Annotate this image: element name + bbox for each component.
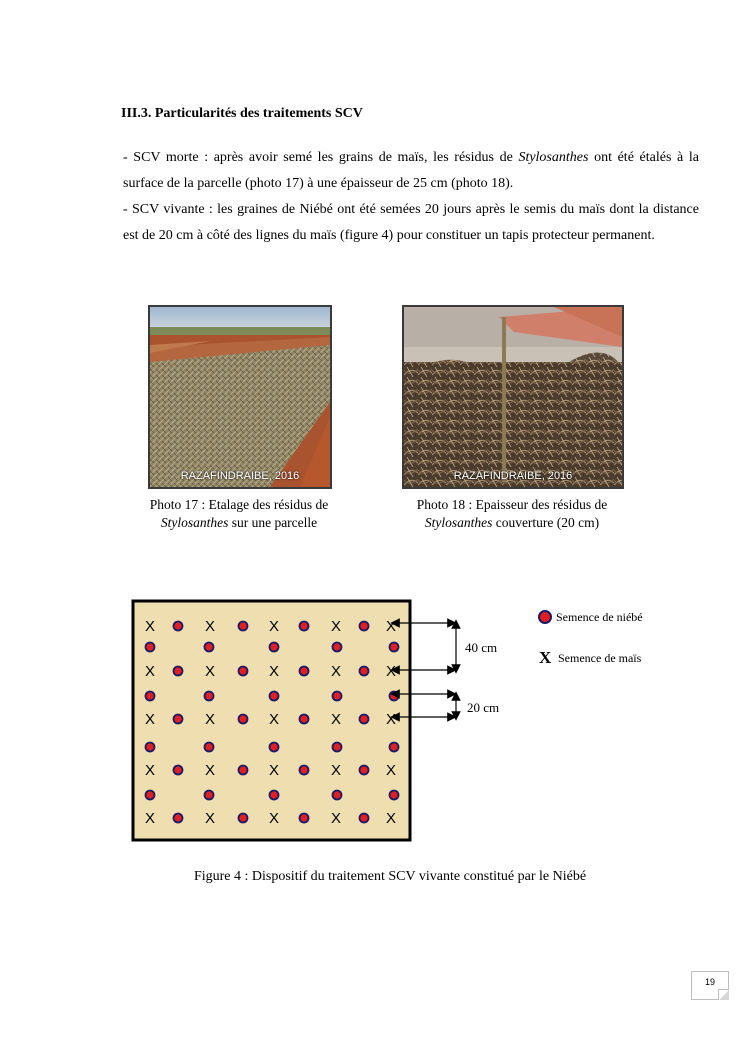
paragraph-scv-morte-text-b: ont été étalés à la surface de la parcelle (photo 17) à une épaisseur de 25 cm (photo 18). bbox=[123, 150, 699, 191]
cowpea-seed bbox=[146, 743, 155, 752]
cowpea-seed bbox=[333, 791, 342, 800]
photo-17-credit: RAZAFINDRAIBE, 2016 bbox=[180, 470, 300, 482]
maize-seed: X bbox=[330, 663, 342, 680]
page-number bbox=[691, 971, 729, 1000]
maize-seed: X bbox=[330, 810, 342, 827]
legend-maize-icon: X bbox=[539, 648, 552, 667]
photo-17-caption-italic: Stylosanthes bbox=[160, 515, 229, 530]
maize-seed: X bbox=[144, 762, 156, 779]
maize-seed: X bbox=[204, 711, 216, 728]
paragraph-scv-morte-italic: Stylosanthes bbox=[518, 150, 589, 165]
maize-seed: X bbox=[330, 618, 342, 635]
photo-17-caption-rest: sur une parcelle bbox=[228, 515, 318, 530]
legend-cowpea-label: Semence de niébé bbox=[556, 610, 643, 624]
photo-17-caption-line1: Photo 17 : Etalage des résidus de bbox=[149, 497, 329, 512]
cowpea-seed bbox=[360, 622, 369, 631]
cowpea-seed bbox=[333, 643, 342, 652]
maize-seed: X bbox=[385, 618, 397, 635]
maize-seed: X bbox=[144, 711, 156, 728]
maize-seed: X bbox=[144, 663, 156, 680]
cowpea-seed bbox=[333, 743, 342, 752]
legend bbox=[539, 610, 643, 667]
cowpea-seed bbox=[239, 766, 248, 775]
cowpea-seed bbox=[174, 715, 183, 724]
cowpea-seed bbox=[270, 791, 279, 800]
page-fold-icon bbox=[718, 989, 729, 1000]
maize-seed: X bbox=[144, 810, 156, 827]
maize-seed: X bbox=[204, 618, 216, 635]
cowpea-seed bbox=[300, 766, 309, 775]
maize-seed: X bbox=[268, 810, 280, 827]
maize-seed: X bbox=[385, 810, 397, 827]
cowpea-seed bbox=[333, 692, 342, 701]
cowpea-seed bbox=[239, 667, 248, 676]
cowpea-seed bbox=[146, 692, 155, 701]
dimension-label-40cm: 40 cm bbox=[465, 640, 498, 655]
cowpea-seed bbox=[270, 743, 279, 752]
maize-seed: X bbox=[268, 711, 280, 728]
cowpea-seed bbox=[390, 791, 399, 800]
cowpea-seed bbox=[239, 814, 248, 823]
cowpea-seed bbox=[174, 622, 183, 631]
cowpea-seed bbox=[146, 643, 155, 652]
maize-seed: X bbox=[204, 663, 216, 680]
cowpea-seed bbox=[300, 622, 309, 631]
photo-18-caption-rest: couverture (20 cm) bbox=[492, 515, 600, 530]
cowpea-seed bbox=[300, 667, 309, 676]
cowpea-seed bbox=[239, 715, 248, 724]
cowpea-seed bbox=[270, 643, 279, 652]
cowpea-seed bbox=[360, 667, 369, 676]
cowpea-seed bbox=[390, 692, 399, 701]
cowpea-seed bbox=[360, 766, 369, 775]
dimension-label-20cm: 20 cm bbox=[467, 700, 500, 715]
maize-seed: X bbox=[385, 663, 397, 680]
cowpea-seed bbox=[174, 766, 183, 775]
maize-seed: X bbox=[268, 762, 280, 779]
cowpea-seed bbox=[270, 692, 279, 701]
maize-seed: X bbox=[268, 618, 280, 635]
cowpea-seed bbox=[360, 715, 369, 724]
maize-seed: X bbox=[204, 762, 216, 779]
cowpea-seed bbox=[360, 814, 369, 823]
maize-seed: X bbox=[330, 711, 342, 728]
legend-maize-label: Semence de maïs bbox=[558, 651, 642, 665]
maize-seed: X bbox=[385, 711, 397, 728]
photo-18-caption-line1: Photo 18 : Epaisseur des résidus de bbox=[416, 497, 608, 512]
figure-4-caption: Figure 4 : Dispositif du traitement SCV vivante constitué par le Niébé bbox=[193, 869, 587, 884]
section-heading: III.3. Particularités des traitements SCV bbox=[121, 106, 363, 121]
paragraph-scv-vivante: - SCV vivante : les graines de Niébé ont été semées 20 jours après le semis du maïs dont la distance est de 20 cm à côté des lignes du maïs (figure 4) pour constituer un tapis protecteur permanent. bbox=[123, 202, 699, 243]
maize-seed: X bbox=[385, 762, 397, 779]
maize-seed: X bbox=[268, 663, 280, 680]
cowpea-seed bbox=[205, 692, 214, 701]
cowpea-seed bbox=[390, 643, 399, 652]
page-number-value: 19 bbox=[704, 977, 715, 987]
cowpea-seed bbox=[174, 667, 183, 676]
cowpea-seed bbox=[205, 643, 214, 652]
maize-seed: X bbox=[144, 618, 156, 635]
maize-seed: X bbox=[204, 810, 216, 827]
maize-seed: X bbox=[330, 762, 342, 779]
cowpea-seed bbox=[205, 791, 214, 800]
cowpea-seed bbox=[174, 814, 183, 823]
cowpea-seed bbox=[300, 715, 309, 724]
cowpea-seed bbox=[390, 743, 399, 752]
cowpea-seed bbox=[239, 622, 248, 631]
paragraph-scv-morte-text-a: - SCV morte : après avoir semé les grains de maïs, les résidus de bbox=[123, 150, 519, 165]
cowpea-seed bbox=[146, 791, 155, 800]
cowpea-seed bbox=[205, 743, 214, 752]
photo-18-credit: RAZAFINDRAIBE, 2016 bbox=[453, 470, 573, 482]
cowpea-seed bbox=[300, 814, 309, 823]
legend-cowpea-icon bbox=[539, 611, 551, 623]
photo-18-caption-italic: Stylosanthes bbox=[424, 515, 493, 530]
